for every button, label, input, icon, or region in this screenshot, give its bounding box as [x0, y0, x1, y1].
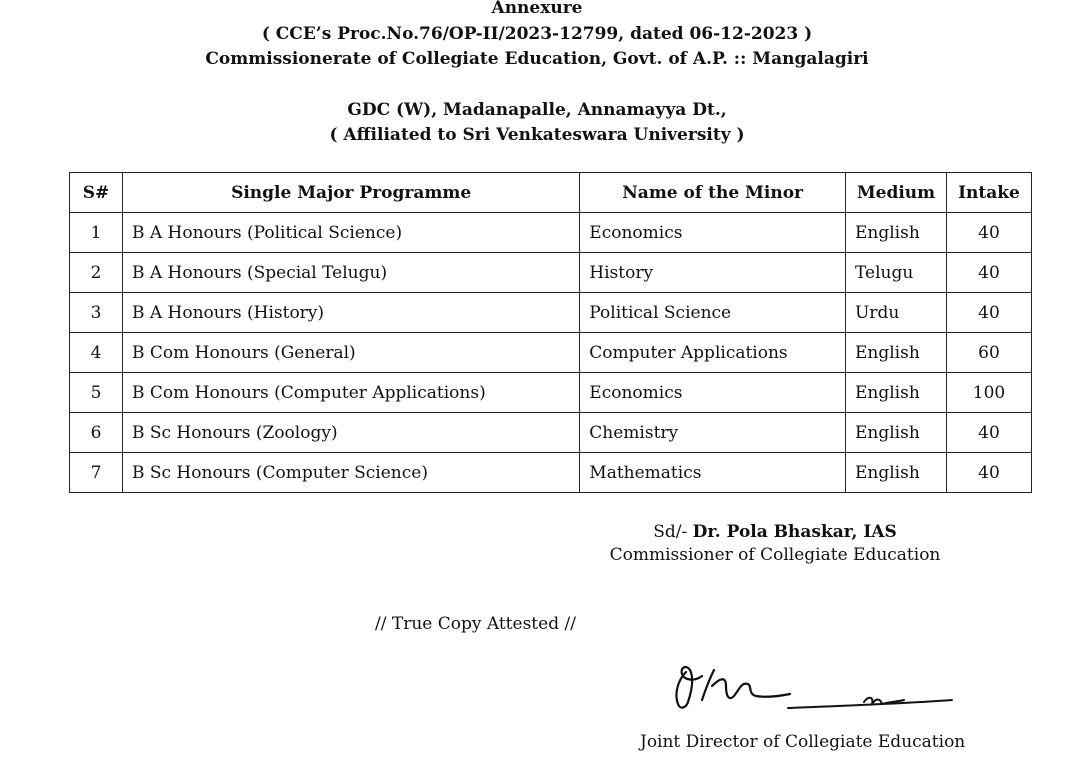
cell-serial: 3	[70, 293, 123, 333]
cell-medium: English	[845, 413, 946, 453]
cell-programme: B Com Honours (General)	[122, 333, 579, 373]
joint-director-designation: Joint Director of Collegiate Education	[640, 732, 966, 752]
commissionerate-line: Commissionerate of Collegiate Education, Govt. of A.P. :: Mangalagiri	[205, 49, 869, 69]
cell-minor: Mathematics	[580, 453, 846, 493]
true-copy-attested: // True Copy Attested //	[375, 614, 576, 634]
cell-programme: B A Honours (Political Science)	[122, 213, 579, 253]
cell-minor: Chemistry	[580, 413, 846, 453]
header-medium: Medium	[845, 173, 946, 213]
commissioner-signed-line	[600, 521, 950, 544]
cell-intake: 100	[946, 373, 1031, 413]
table-row	[70, 213, 1032, 253]
cell-medium: Telugu	[845, 253, 946, 293]
commissioner-designation: Commissioner of Collegiate Education	[609, 545, 941, 565]
header-programme: Single Major Programme	[122, 173, 579, 213]
cell-intake: 40	[946, 213, 1031, 253]
cell-medium: English	[845, 453, 946, 493]
header-intake: Intake	[946, 173, 1031, 213]
table-row	[70, 333, 1032, 373]
cell-serial: 7	[70, 453, 123, 493]
table-row	[70, 373, 1032, 413]
cell-minor: Computer Applications	[580, 333, 846, 373]
proceedings-reference: ( CCE’s Proc.No.76/OP-II/2023-12799, dated 06-12-2023 )	[261, 24, 813, 44]
cell-programme: B Sc Honours (Zoology)	[122, 413, 579, 453]
cell-medium: English	[845, 333, 946, 373]
cell-medium: English	[845, 373, 946, 413]
cell-intake: 40	[946, 253, 1031, 293]
cell-medium: Urdu	[845, 293, 946, 333]
signed-prefix: Sd/-	[653, 522, 688, 542]
table-row	[70, 413, 1032, 453]
handwritten-signature-icon	[668, 660, 958, 722]
cell-serial: 1	[70, 213, 123, 253]
cell-intake: 40	[946, 413, 1031, 453]
commissioner-signature-block	[600, 521, 950, 567]
commissioner-name: Dr. Pola Bhaskar, IAS	[692, 522, 897, 542]
cell-serial: 5	[70, 373, 123, 413]
cell-serial: 4	[70, 333, 123, 373]
cell-minor: History	[580, 253, 846, 293]
header-serial: S#	[70, 173, 123, 213]
table-row	[70, 453, 1032, 493]
cell-medium: English	[845, 213, 946, 253]
cell-intake: 40	[946, 293, 1031, 333]
affiliation-line: ( Affiliated to Sri Venkateswara University )	[329, 125, 745, 145]
programme-table	[69, 172, 1032, 493]
table-row	[70, 253, 1032, 293]
annexure-title: Annexure	[491, 0, 583, 18]
cell-serial: 2	[70, 253, 123, 293]
cell-intake: 40	[946, 453, 1031, 493]
header-minor: Name of the Minor	[580, 173, 846, 213]
cell-programme: B Sc Honours (Computer Science)	[122, 453, 579, 493]
cell-minor: Economics	[580, 373, 846, 413]
cell-programme: B A Honours (History)	[122, 293, 579, 333]
cell-minor: Political Science	[580, 293, 846, 333]
cell-minor: Economics	[580, 213, 846, 253]
college-name: GDC (W), Madanapalle, Annamayya Dt.,	[347, 100, 727, 120]
cell-programme: B Com Honours (Computer Applications)	[122, 373, 579, 413]
table-header-row	[70, 173, 1032, 213]
cell-serial: 6	[70, 413, 123, 453]
cell-programme: B A Honours (Special Telugu)	[122, 253, 579, 293]
cell-intake: 60	[946, 333, 1031, 373]
table-row	[70, 293, 1032, 333]
